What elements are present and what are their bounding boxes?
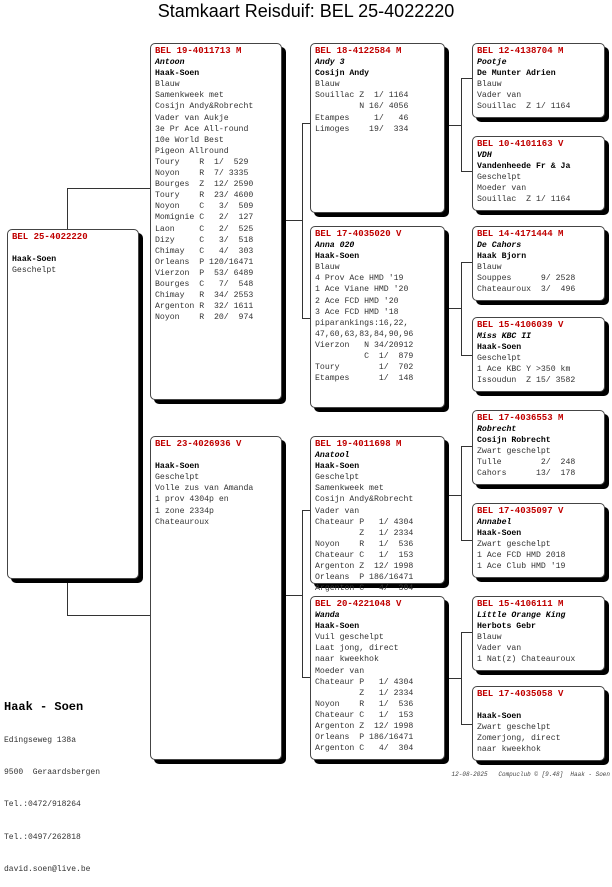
ring-number: BEL 15-4106111 M	[477, 599, 564, 609]
info-line: Geschelpt	[315, 473, 360, 483]
footer-stamp	[452, 771, 610, 778]
info-line: 1 Ace Viane HMD '20	[315, 285, 409, 295]
info-line: Vader van	[315, 506, 360, 516]
info-line: Bourges Z 12/ 2590	[155, 180, 254, 190]
ring-number: BEL 17-4035020 V	[315, 229, 402, 239]
connector-line	[461, 632, 472, 633]
info-line: 1 Ace Club HMD '19	[477, 562, 566, 572]
info-line: Chateauroux 3/ 496	[477, 285, 576, 295]
ancestor-card[interactable]	[472, 43, 605, 118]
breeder-address	[4, 714, 100, 887]
info-line: Blauw	[477, 80, 502, 90]
owner-name: Haak-Soen	[155, 69, 200, 79]
info-line: Noyon R 20/ 974	[155, 313, 254, 323]
connector-line	[449, 495, 461, 496]
connector-line	[461, 632, 462, 724]
info-line: Souillac Z 1/ 1164	[477, 195, 571, 205]
pigeon-name: Anatool	[315, 451, 350, 461]
connector-line	[449, 308, 461, 309]
ring-number: BEL 20-4221048 V	[315, 599, 402, 609]
owner-name: Haak-Soen	[315, 252, 360, 262]
pigeon-name: Antoon	[155, 58, 185, 68]
pigeon-name: Little Orange King	[477, 611, 566, 621]
info-line: Samenkweek met	[315, 484, 384, 494]
info-line: Orleans P 186/16471	[315, 573, 414, 583]
pigeon-name: Wanda	[315, 611, 340, 621]
info-line: Argenton Z 12/ 1998	[315, 722, 414, 732]
info-line: Cahors 13/ 178	[477, 469, 576, 479]
info-line: Argenton C 4/ 304	[315, 744, 414, 754]
info-line: 1 Ace KBC Y >350 km	[477, 365, 571, 375]
ancestor-card[interactable]	[472, 136, 605, 211]
info-line: Blauw	[477, 633, 502, 643]
info-line: Laon C 2/ 525	[155, 224, 254, 234]
info-line: 2 Ace FCD HMD '20	[315, 296, 399, 306]
info-line: Souillac Z 1/ 1164	[477, 102, 571, 112]
ring-number: BEL 17-4036553 M	[477, 413, 564, 423]
pigeon-name: Robrecht	[477, 425, 517, 435]
info-line: Chimay R 34/ 2553	[155, 291, 254, 301]
sire-sire-card[interactable]	[310, 43, 445, 213]
info-line: Geschelpt	[12, 266, 57, 276]
info-line: Vuil geschelpt	[315, 633, 384, 643]
pigeon-name: Andy 3	[315, 58, 345, 68]
owner-name: Haak Bjorn	[477, 252, 527, 262]
owner-name: Haak-Soen	[477, 343, 522, 353]
connector-line	[461, 78, 472, 79]
owner-name: De Munter Adrien	[477, 69, 556, 79]
phone-line: Tel.:0472/918264	[4, 800, 81, 810]
ring-number: BEL 10-4101163 V	[477, 139, 564, 149]
dam-dam-card[interactable]	[310, 596, 445, 760]
connector-line	[302, 123, 310, 124]
info-line: Noyon R 1/ 536	[315, 539, 414, 549]
ring-number: BEL 12-4138704 M	[477, 46, 564, 56]
owner-name: Cosijn Robrecht	[477, 436, 551, 446]
ring-number: BEL 18-4122584 M	[315, 46, 402, 56]
ring-number: BEL 19-4011698 M	[315, 439, 402, 449]
connector-line	[449, 678, 461, 679]
owner-name: Haak-Soen	[12, 255, 57, 265]
info-line: Zwart geschelpt	[477, 447, 551, 457]
ring-number: BEL 19-4011713 M	[155, 46, 242, 56]
info-line: Z 1/ 2334	[315, 528, 414, 538]
owner-name: Haak-Soen	[477, 529, 522, 539]
footer-owner: Haak - Soen	[570, 771, 610, 778]
info-line: Cosijn Andy&Robrecht	[155, 102, 254, 112]
ancestor-card[interactable]	[472, 503, 605, 578]
info-line: 1 zone 2334p	[155, 506, 214, 516]
info-line: 10e World Best	[155, 135, 224, 145]
info-line: Toury R 1/ 529	[155, 157, 249, 167]
info-line: Etampes 1/ 148	[315, 374, 414, 384]
connector-line	[461, 355, 472, 356]
connector-line	[302, 318, 310, 319]
info-line: Zomerjong, direct	[477, 734, 561, 744]
ring-number: BEL 15-4106039 V	[477, 320, 564, 330]
owner-name: Haak-Soen	[315, 462, 360, 472]
pigeon-name: Pootje	[477, 58, 507, 68]
pigeon-name: Annabel	[477, 518, 512, 528]
address-line: Edingseweg 138a	[4, 735, 77, 745]
info-line: piparankings:16,22,	[315, 318, 409, 328]
connector-line	[302, 123, 303, 318]
info-line: Blauw	[477, 263, 502, 273]
info-line: 1 Ace FCD HMD 2018	[477, 551, 566, 561]
connector-line	[461, 446, 472, 447]
info-line: Argenton R 32/ 1611	[155, 302, 254, 312]
info-line: C 1/ 879	[315, 352, 414, 362]
info-line: Samenkweek met	[155, 91, 224, 101]
info-line: Zwart geschelpt	[477, 540, 551, 550]
info-line: Argenton C 4/ 304	[315, 584, 414, 594]
print-date: 12-08-2025	[451, 771, 488, 778]
software-credit: Compuclub © [9.48]	[498, 771, 564, 778]
info-line: Issoudun Z 15/ 3582	[477, 376, 576, 386]
owner-name: Cosijn Andy	[315, 69, 370, 79]
owner-name: Herbots Gebr	[477, 622, 536, 632]
connector-line	[67, 615, 150, 616]
info-line: Blauw	[315, 263, 340, 273]
info-line: Orleans P 186/16471	[315, 733, 414, 743]
owner-name: Haak-Soen	[477, 712, 522, 722]
info-line: Blauw	[155, 80, 180, 90]
pigeon-name: De Cahors	[477, 241, 522, 251]
info-line: Vierzon P 53/ 6489	[155, 268, 254, 278]
connector-line	[302, 677, 310, 678]
info-line: Noyon C 3/ 509	[155, 202, 254, 212]
info-line: Vader van	[477, 644, 522, 654]
ancestor-card[interactable]	[472, 410, 605, 485]
info-line: Moeder van	[315, 666, 365, 676]
info-line: Toury R 23/ 4600	[155, 191, 254, 201]
info-line: Volle zus van Amanda	[155, 484, 254, 494]
pigeon-name: VDH	[477, 151, 492, 161]
info-line: Etampes 1/ 46	[315, 113, 409, 123]
blank-line	[12, 243, 134, 254]
info-line: Cosijn Andy&Robrecht	[315, 495, 414, 505]
info-line: 1 Nat(z) Chateauroux	[477, 655, 576, 665]
info-line: Geschelpt	[477, 354, 522, 364]
info-line: Argenton Z 12/ 1998	[315, 562, 414, 572]
info-line: Z 1/ 2334	[315, 688, 414, 698]
connector-line	[461, 724, 472, 725]
info-line: Pigeon Allround	[155, 146, 229, 156]
connector-line	[449, 125, 461, 126]
ancestor-card[interactable]	[472, 317, 605, 392]
connector-line	[461, 171, 472, 172]
ring-number: BEL 25-4022220	[12, 232, 88, 242]
blank-line	[155, 450, 277, 461]
connector-line	[67, 581, 68, 616]
info-line: Chimay C 4/ 303	[155, 246, 254, 256]
page-title: Stamkaart Reisduif: BEL 25-4022220	[157, 1, 455, 21]
info-line: Momignie C 2/ 127	[155, 213, 254, 223]
info-line: Vader van Aukje	[155, 113, 229, 123]
info-line: 47,60,63,83,84,90,96	[315, 329, 414, 339]
info-line: Tulle 2/ 248	[477, 458, 576, 468]
info-line: Noyon R 1/ 536	[315, 699, 414, 709]
info-line: Blauw	[315, 80, 340, 90]
info-line: Chateauroux	[155, 517, 210, 527]
connector-line	[302, 510, 303, 677]
ring-number: BEL 17-4035058 V	[477, 689, 564, 699]
owner-name: Vandenheede Fr & Ja	[477, 162, 571, 172]
subject-pigeon-card[interactable]	[7, 229, 139, 579]
pigeon-name: Anna 020	[315, 241, 355, 251]
info-line: Zwart geschelpt	[477, 723, 551, 733]
connector-line	[461, 262, 472, 263]
info-line: Dizy C 3/ 518	[155, 235, 254, 245]
connector-line	[461, 540, 472, 541]
connector-line	[67, 188, 68, 229]
info-line: naar kweekhok	[315, 655, 379, 665]
ring-number: BEL 23-4026936 V	[155, 439, 242, 449]
connector-line	[302, 510, 310, 511]
address-line: 9500 Geraardsbergen	[4, 767, 101, 777]
connector-line	[67, 188, 150, 189]
info-line: Souillac Z 1/ 1164	[315, 91, 409, 101]
dam-card[interactable]	[150, 436, 282, 760]
info-line: Bourges C 7/ 548	[155, 279, 254, 289]
connector-line	[286, 220, 302, 221]
owner-name: Haak-Soen	[315, 622, 360, 632]
connector-line	[461, 78, 462, 171]
info-line: Chateaur C 1/ 153	[315, 550, 414, 560]
info-line: Geschelpt	[477, 173, 522, 183]
info-line: Geschelpt	[155, 473, 200, 483]
connector-line	[286, 595, 302, 596]
info-line: Orleans P 120/16471	[155, 257, 254, 267]
info-line: Chateaur P 1/ 4304	[315, 677, 414, 687]
sire-card[interactable]	[150, 43, 282, 400]
pigeon-name: Miss KBC II	[477, 332, 532, 342]
info-line: N 16/ 4056	[315, 102, 409, 112]
phone-line: Tel.:0497/262818	[4, 832, 81, 842]
info-line: 1 prov 4304p en	[155, 495, 229, 505]
info-line: Vader van	[477, 91, 522, 101]
info-line: Laat jong, direct	[315, 644, 399, 654]
owner-name: Haak-Soen	[155, 462, 200, 472]
info-line: Chateaur C 1/ 153	[315, 710, 414, 720]
info-line: 4 Prov Ace HMD '19	[315, 274, 404, 284]
info-line: 3e Pr Ace All-round	[155, 124, 249, 134]
info-line: naar kweekhok	[477, 745, 541, 755]
dam-sire-card[interactable]	[310, 436, 445, 594]
breeder-name: Haak - Soen	[4, 700, 84, 714]
info-line: Moeder van	[477, 184, 527, 194]
ancestor-card[interactable]	[472, 596, 605, 671]
ancestor-card[interactable]	[472, 686, 605, 761]
email-line: david.soen@live.be	[4, 865, 91, 875]
sire-dam-card[interactable]	[310, 226, 445, 408]
info-line: 3 Ace FCD HMD '18	[315, 307, 399, 317]
info-line: Chateaur P 1/ 4304	[315, 517, 414, 527]
info-line: Souppes 9/ 2528	[477, 274, 576, 284]
info-line: Limoges 19/ 334	[315, 124, 409, 134]
blank-line	[477, 700, 600, 711]
connector-line	[461, 262, 462, 355]
ring-number: BEL 14-4171444 M	[477, 229, 564, 239]
connector-line	[461, 446, 462, 540]
ancestor-card[interactable]	[472, 226, 605, 301]
ring-number: BEL 17-4035097 V	[477, 506, 564, 516]
info-line: Toury 1/ 702	[315, 363, 414, 373]
info-line: Vierzon N 34/20912	[315, 340, 414, 350]
info-line: Noyon R 7/ 3335	[155, 169, 249, 179]
